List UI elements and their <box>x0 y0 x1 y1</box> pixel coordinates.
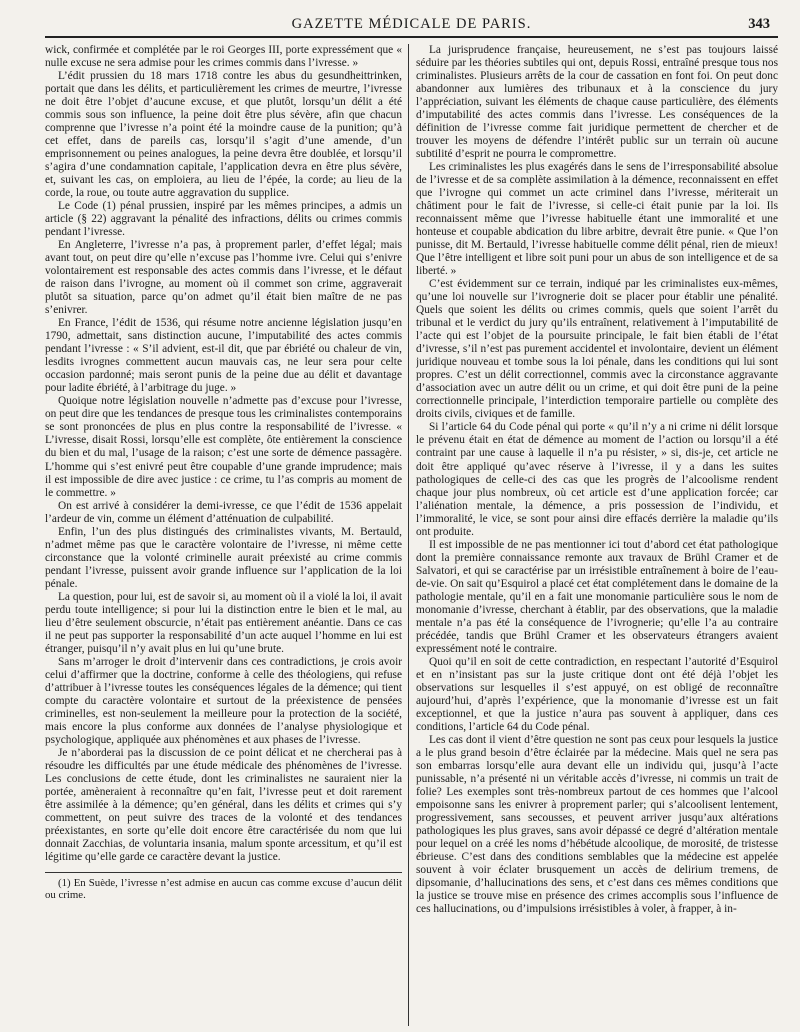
page-number: 343 <box>748 16 770 32</box>
footnote: (1) En Suède, l’ivresse n’est admise en aucun cas comme excuse d’aucun délit ou crime. <box>45 876 402 902</box>
paragraph: Quoi qu’il en soit de cette contradiction, en respectant l’autorité d’Esquirol et en n’insistant pas sur la juste critique dont ont été déjà l’objet les observations sur lesquelles il s’est appuyé, on est obligé de reconnaître aujourd’hui, d’après l’expérience, que la monomanie d’ivresse est un fait exceptionnel, et que la justice n’aura pas souvent à appliquer, dans ces conditions, l’article 64 du Code pénal. <box>416 655 778 733</box>
paragraph: En Angleterre, l’ivresse n’a pas, à proprement parler, d’effet légal; mais avant tout, on peut dire qu’elle n’excuse pas l’homme ivre. Celui qui s’enivre volontairement est responsable des actes commis dans l’ivresse, et le défaut de raison dans l’ivrogne, au moment où il commet son crime, aggraverait plutôt sa situation, parce qu’on admet qu’il était bien maître de ne pas s’enivrer. <box>45 239 402 317</box>
paragraph: On est arrivé à considérer la demi-ivresse, ce que l’édit de 1536 appelait l’ardeur de vin, comme un élément d’atténuation de culpabilité. <box>45 499 402 525</box>
paragraph: Le Code (1) pénal prussien, inspiré par les mêmes principes, a admis un article (§ 22) aggravant la pénalité des infractions, délits ou crimes commis pendant l’ivresse. <box>45 200 402 239</box>
running-header <box>45 0 778 38</box>
column-divider <box>408 44 409 1026</box>
paragraph: Il est impossible de ne pas mentionner ici tout d’abord cet état pathologique dont la première connaissance remonte aux travaux de Brühl Cramer et de Salvatori, et qui se caractérise par un irrésistible entraînement à boire de l’eau-de-vie. On sait qu’Esquirol a placé cet état complétement dans le domaine de la pathologie mentale, qu’il en a fait une monomanie particulière sous le nom de monomanie d’ivresse, cherchant à établir, par des observations, que la maladie mentale n’a pas été la conséquence de l’ivrognerie; qu’elle l’a au contraire précédée, tandis que Brühl Cramer et les observateurs étrangers avaient expressément noté le contraire. <box>416 538 778 655</box>
paragraph: Je n’aborderai pas la discussion de ce point délicat et ne chercherai pas à résoudre les difficultés par une étude médicale des phénomènes de l’ivresse. Les conclusions de cette étude, dont les criminalistes ne sauraient nier la portée, amèneraient à reconnaître qu’en fait, l’ivresse peut et doit rarement être assimilée à la démence; qu’en général, dans les délits et crimes qui s’y commettent, on peut suivre des traces de la volonté et des tendances préexistantes, en sorte qu’elle doit encore être caractérisée du nom que lui donnait Zacchias, de voluntaria insania, malum sponte arcessitum, et qu’il est légitime qu’elle garde ce caractère devant la justice. <box>45 746 402 863</box>
paragraph: Enfin, l’un des plus distingués des criminalistes vivants, M. Bertauld, n’admet même pas que le caractère volontaire de l’ivresse, ni même cette circonstance que la volonté criminelle aurait préexisté au crime commis pendant l’ivresse, puissent avoir grande influence sur l’application de la loi pénale. <box>45 525 402 590</box>
paragraph: L’édit prussien du 18 mars 1718 contre les abus du gesundheittrinken, portait que dans les délits, et particulièrement les crimes de meurtre, l’ivresse ne doit être l’objet d’aucune excuse, et que plutôt, lorsqu’un délit a été commis sous son influence, la peine doit être plus sévère, afin que chacun comprenne que l’ivresse n’a point été la moindre cause de la punition; qu’à cet effet, dans de pareils cas, lorsqu’il s’agit d’une amende, d’un emprisonnement ou peines analogues, la peine devra être doublée, et lorsqu’il s’agira d’une condamnation capitale, l’application devra en être plus sévère, et, suivant les cas, on emploiera, au lieu de l’épée, la corde; au lieu de la corde, la roue, ou toute autre aggravation du supplice. <box>45 70 402 200</box>
paragraph: La question, pour lui, est de savoir si, au moment où il a violé la loi, il avait perdu toute intelligence; si pour lui la distinction entre le bien et le mal, au lieu d’être seulement obscurcie, n’était pas entièrement anéantie. Dans ce cas il ne peut pas supporter la responsabilité d’un acte auquel l’homme en lui est étranger, puisqu’il n’y avait plus en lui qu’une brute. <box>45 590 402 655</box>
body-columns <box>45 44 778 1032</box>
left-column <box>45 44 402 1032</box>
paragraph: wick, confirmée et complétée par le roi Georges III, porte expressément que « nulle excuse ne sera admise pour les crimes commis dans l’ivresse. » <box>45 44 402 70</box>
paragraph: En France, l’édit de 1536, qui résume notre ancienne législation jusqu’en 1790, admettait, sans distinction aucune, l’imputabilité des actes commis pendant l’ivresse : « S’il advient, est-il dit, que par ébriété ou chaleur de vin, lesdits ivrognes commettent aucun mauvais cas, ne leur sera pour celte occasion pardonné; mais seront punis de la peine due au délit et davantage pour ladite ébriété, à l’arbitrage du juge. » <box>45 317 402 395</box>
paragraph: Sans m’arroger le droit d’intervenir dans ces contradictions, je crois avoir celui d’affirmer que la doctrine, conforme à celle des théologiens, qui refuse d’attribuer à l’ivresse toutes les conséquences légales de la démence; qui tient compte du caractère volontaire et surtout de la préexistence de pensées criminelles, est non-seulement la meilleure pour la protection de la société, mais encore la plus conforme aux données de l’analyse physiologique et psychologique, appliquée aux phénomènes et aux phases de l’ivresse. <box>45 655 402 746</box>
paragraph: La jurisprudence française, heureusement, ne s’est pas toujours laissé séduire par les théories subtiles qui ont, depuis Rossi, entraîné presque tous nos criminalistes. Plusieurs arrêts de la cour de cassation en font foi. On peut donc abandonner aux lumières des tribunaux et à la conscience du jury l’appréciation, suivant les éléments de chaque cause particulière, des éléments d’imputabilité des actes commis dans l’ivresse. Les conséquences de la définition de l’ivresse comme fait juridique permettent de chercher et de trouver les moyens de défendre l’intérêt public sur un terrain où aucune subtilité d’esprit ne pourra le compromettre. <box>416 44 778 161</box>
paragraph: C’est évidemment sur ce terrain, indiqué par les criminalistes eux-mêmes, qu’une loi nouvelle sur l’ivrognerie doit se placer pour établir une pénalité. Quels que soient les délits ou crimes commis, quels que soient l’arrêt du tribunal et le verdict du jury qu’ils entraînent, relativement à l’imputabilité de l’acte qui est l’objet de la poursuite principale, le fait bien établi de l’état d’ivresse, s’il n’est pas purement accidentel et involontaire, devient un élément juridique nouveau et tombe sous la loi pénale, dans les conditions qui lui sont propres. C’est un délit correctionnel, commis avec la circonstance aggravante d’association avec un autre délit ou un crime, et qui doit être puni de la peine correctionnelle principale, l’interdiction temporaire partielle ou complète des droits civils, civiques et de famille. <box>416 278 778 421</box>
paragraph: Les criminalistes les plus exagérés dans le sens de l’irresponsabilité absolue de l’ivresse et de sa complète assimilation à la démence, reconnaissent en effet que l’ivrogne qui commet un acte criminel dans l’ivresse, mériterait un châtiment pour le fait de l’ivresse, si celle-ci était punie par la loi. Ils reconnaissent même que l’ivresse habituelle étant une immoralité et une honteuse et coupable abdication du libre arbitre, devrait être punie. « Que l’on punisse, dit M. Bertauld, l’ivresse habituelle comme délit pénal, rien de mieux! Que l’être intelligent et libre soit puni pour un abus de son intelligence et de sa liberté. » <box>416 161 778 278</box>
paragraph: Quoique notre législation nouvelle n’admette pas d’excuse pour l’ivresse, on peut dire que les tendances de presque tous les criminalistes contemporains se sont prononcées de plus en plus contre la responsabilité de l’ivresse. « L’ivresse, disait Rossi, lorsqu’elle est complète, ôte entièrement la conscience du bien et du mal, l’usage de la raison; c’est une sorte de démence passagère. L’homme qui s’est enivré peut être coupable d’une grande imprudence; mais il est impossible de dire avec justice : ce crime, tu l’as compris au moment de le commettre. » <box>45 395 402 499</box>
paragraph: Les cas dont il vient d’être question ne sont pas ceux pour lesquels la justice a le plus grand besoin d’être éclairée par la médecine. Mais quel ne sera pas son embarras lorsqu’elle aura devant elle un individu qui, jusqu’à l’acte punissable, n’a présenté ni un véritable accès d’ivresse, ni commis un trait de folie? Les exemples sont très-nombreux partout de ces hommes que l’alcool empoisonne sans les enivrer à proprement parler; qui s’alcoolisent lentement, progressivement, sans secousses, et peuvent arriver jusqu’aux altérations pathologiques les plus graves, sans avoir dépassé ce degré d’altération mentale pour lequel on a créé les noms d’hébétude alcoolique, de morosité, de tristesse ébrieuse. C’est dans des conditions semblables que la médecine est appelée souvent à voir éclater brusquement un accès de delirium tremens, de dipsomanie, d’hallucinations des sens, et c’est dans ces mêmes conditions que la justice se trouve mise en présence des crimes accomplis sous l’influence de ces hallucinations, ou d’impulsions irrésistibles à voler, à frapper, à in- <box>416 733 778 916</box>
right-column <box>416 44 778 1032</box>
journal-title: GAZETTE MÉDICALE DE PARIS. <box>291 16 532 32</box>
paragraph: Si l’article 64 du Code pénal qui porte « qu’il n’y a ni crime ni délit lorsque le prévenu était en état de démence au moment de l’action ou lorsqu’il a été contraint par une cause à laquelle il n’a pu résister, » si, dis-je, cet article ne doit être appliqué qu’avec réserve à l’ivresse, il y a dans les suites pathologiques de celle-ci des cas que les progrès de l’alcoolisme rendent chaque jour plus nombreux, où cet article est d’une application forcée; car l’aliénation mentale, la démence, a pris possession de l’individu, et l’immoralité, le vice, se sont pour ainsi dire effacés derrière la maladie qu’ils ont produite. <box>416 421 778 538</box>
footnote-rule <box>45 872 402 873</box>
